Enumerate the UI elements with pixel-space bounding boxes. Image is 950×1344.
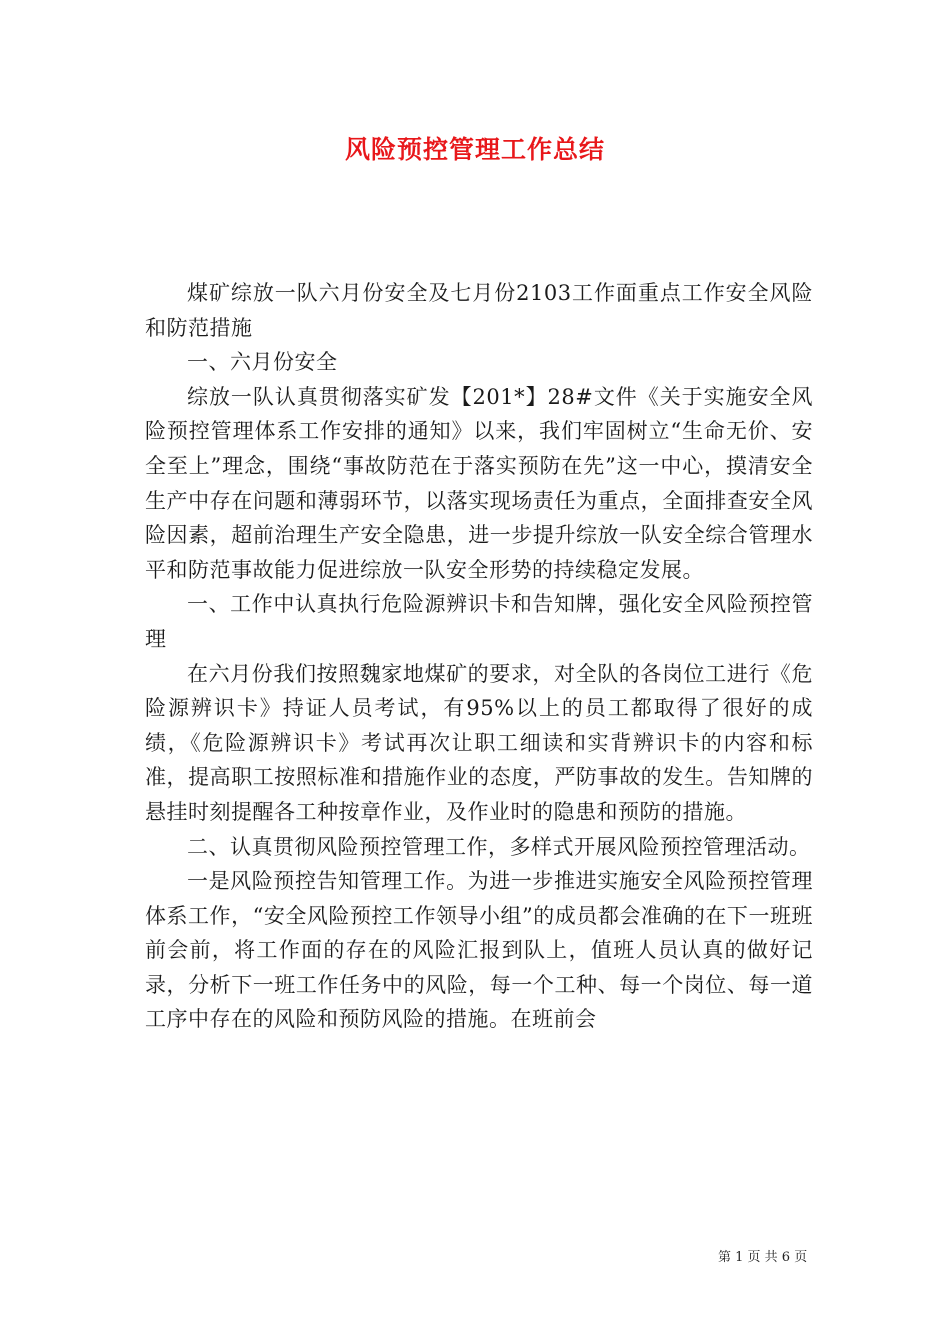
document-body xyxy=(145,276,813,1037)
paragraph-item-one-heading: 一、工作中认真执行危险源辨识卡和告知牌，强化安全风险预控管理 xyxy=(145,592,813,651)
page-number-footer: 第 1 页 共 6 页 xyxy=(718,1250,808,1265)
paragraph-item-one-body: 在六月份我们按照魏家地煤矿的要求，对全队的各岗位工进行《危险源辨识卡》持证人员考试，有95%以上的员工都取得了很好的成绩，《危险源辨识卡》考试再次让职工细读和实背辨识卡的内容和标准，提高职工按照标准和措施作业的态度，严防事故的发生。告知牌的悬挂时刻提醒各工种按章作业，及作业时的隐患和预防的措施。 xyxy=(145,661,813,824)
paragraph-heading-intro: 煤矿综放一队六月份安全及七月份2103工作面重点工作安全风险和防范措施 xyxy=(145,281,813,340)
document-title: 风险预控管理工作总结 xyxy=(344,135,605,164)
paragraph-item-two-heading: 二、认真贯彻风险预控管理工作，多样式开展风险预控管理活动。 xyxy=(187,834,811,859)
paragraph-item-two-body: 一是风险预控告知管理工作。为进一步推进实施安全风险预控管理体系工作，“安全风险预控工作领导小组”的成员都会准确的在下一班班前会前，将工作面的存在的风险汇报到队上，值班人员认真的做好记录，分析下一班工作任务中的风险，每一个工种、每一个岗位、每一道工序中存在的风险和预防风险的措施。在班前会 xyxy=(145,869,813,1032)
paragraph-overview: 综放一队认真贯彻落实矿发【201*】28#文件《关于实施安全风险预控管理体系工作安排的通知》以来，我们牢固树立“生命无价、安全至上”理念，围绕“事故防范在于落实预防在先”这一中心，摸清安全生产中存在问题和薄弱环节，以落实现场责任为重点，全面排查安全风险因素，超前治理生产安全隐患，进一步提升综放一队安全综合管理水平和防范事故能力促进综放一队安全形势的持续稳定发展。 xyxy=(145,384,813,582)
paragraph-section-june: 一、六月份安全 xyxy=(187,350,338,375)
